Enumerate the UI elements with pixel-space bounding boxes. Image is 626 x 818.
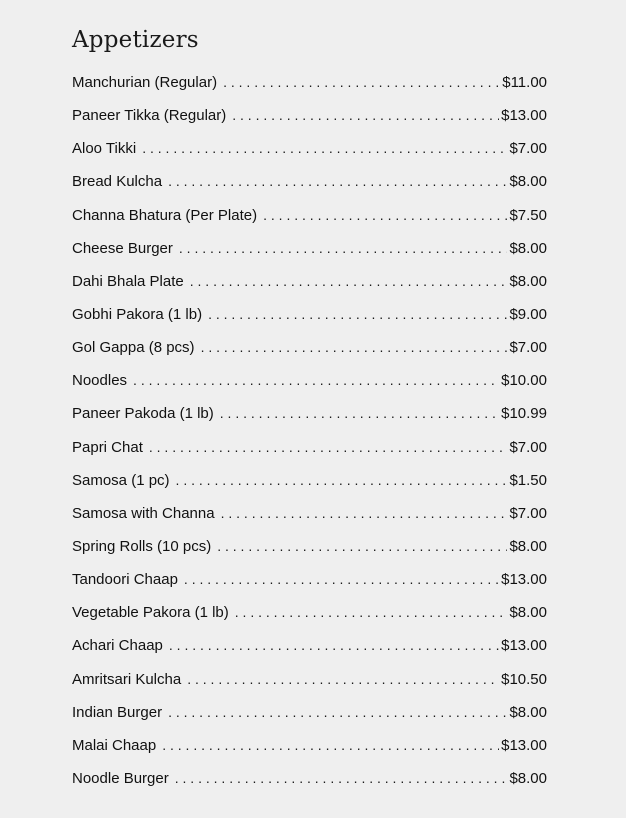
item-price: $13.00 (501, 571, 547, 589)
item-price: $8.00 (509, 769, 547, 787)
dot-leader (162, 729, 499, 762)
item-name: Cheese Burger (72, 239, 173, 257)
dot-leader (221, 497, 508, 530)
dot-leader (190, 265, 508, 298)
item-price: $13.00 (501, 637, 547, 655)
item-price: $13.00 (501, 736, 547, 754)
item-name: Bread Kulcha (72, 173, 163, 191)
item-price: $7.00 (509, 140, 547, 158)
item-name: Gobhi Pakora (1 lb) (72, 305, 203, 323)
item-name: Achari Chaap (72, 637, 163, 655)
menu-item (72, 762, 547, 795)
item-name: Paneer Tikka (Regular) (72, 107, 227, 125)
dot-leader (175, 762, 508, 795)
item-name: Tandoori Chaap (72, 571, 178, 589)
menu-item (72, 464, 547, 497)
dot-leader (168, 696, 507, 729)
dot-leader (223, 66, 500, 99)
menu-item (72, 364, 547, 397)
dot-leader (179, 232, 508, 265)
menu-item (72, 663, 547, 696)
menu-item (72, 696, 547, 729)
menu-item (72, 232, 547, 265)
item-price: $13.00 (501, 107, 547, 125)
menu-item (72, 132, 547, 165)
item-name: Samosa (1 pc) (72, 471, 170, 489)
menu-item (72, 199, 547, 232)
dot-leader (184, 563, 499, 596)
item-name: Paneer Pakoda (1 lb) (72, 405, 214, 423)
item-price: $9.00 (509, 305, 547, 323)
item-price: $11.00 (502, 74, 547, 91)
menu-item (72, 66, 547, 99)
item-name: Manchurian (Regular) (72, 74, 218, 91)
item-name: Aloo Tikki (72, 140, 137, 158)
item-price: $7.50 (509, 206, 547, 224)
dot-leader (220, 397, 499, 430)
item-price: $10.00 (501, 372, 547, 390)
dot-leader (201, 331, 508, 364)
menu-item (72, 729, 547, 762)
item-price: $8.00 (509, 703, 547, 721)
dot-leader (176, 464, 508, 497)
dot-leader (235, 596, 508, 629)
dot-leader (169, 629, 499, 662)
dot-leader (217, 530, 507, 563)
item-price: $7.00 (509, 339, 547, 357)
menu-item (72, 397, 547, 430)
menu-item (72, 99, 547, 132)
item-price: $8.00 (509, 604, 547, 622)
dot-leader (168, 165, 507, 198)
item-name: Channa Bhatura (Per Plate) (72, 206, 258, 224)
item-name: Amritsari Kulcha (72, 670, 182, 688)
item-name: Spring Rolls (10 pcs) (72, 537, 212, 555)
item-price: $8.00 (509, 537, 547, 555)
item-name: Indian Burger (72, 703, 163, 721)
menu-item (72, 265, 547, 298)
menu-item (72, 165, 547, 198)
dot-leader (232, 99, 499, 132)
item-price: $8.00 (509, 272, 547, 290)
item-name: Malai Chaap (72, 736, 157, 754)
menu-item (72, 331, 547, 364)
section-title: Appetizers (72, 27, 199, 53)
dot-leader (263, 199, 507, 232)
item-name: Papri Chat (72, 438, 143, 456)
dot-leader (149, 431, 508, 464)
menu-item-list (72, 66, 547, 795)
menu-item (72, 497, 547, 530)
item-price: $1.50 (509, 471, 547, 489)
dot-leader (142, 132, 507, 165)
dot-leader (133, 364, 499, 397)
menu-item (72, 298, 547, 331)
item-name: Noodles (72, 372, 128, 390)
item-price: $10.50 (501, 670, 547, 688)
item-price: $7.00 (509, 504, 547, 522)
item-name: Noodle Burger (72, 769, 169, 787)
dot-leader (187, 663, 499, 696)
menu-item (72, 431, 547, 464)
item-price: $7.00 (509, 438, 547, 456)
item-price: $8.00 (509, 239, 547, 257)
dot-leader (208, 298, 507, 331)
item-price: $8.00 (509, 173, 547, 191)
item-name: Gol Gappa (8 pcs) (72, 339, 195, 357)
menu-item (72, 629, 547, 662)
menu-item (72, 563, 547, 596)
item-price: $10.99 (501, 405, 547, 423)
item-name: Dahi Bhala Plate (72, 272, 184, 290)
menu-item (72, 530, 547, 563)
item-name: Samosa with Channa (72, 504, 215, 522)
menu-item (72, 596, 547, 629)
item-name: Vegetable Pakora (1 lb) (72, 604, 229, 622)
